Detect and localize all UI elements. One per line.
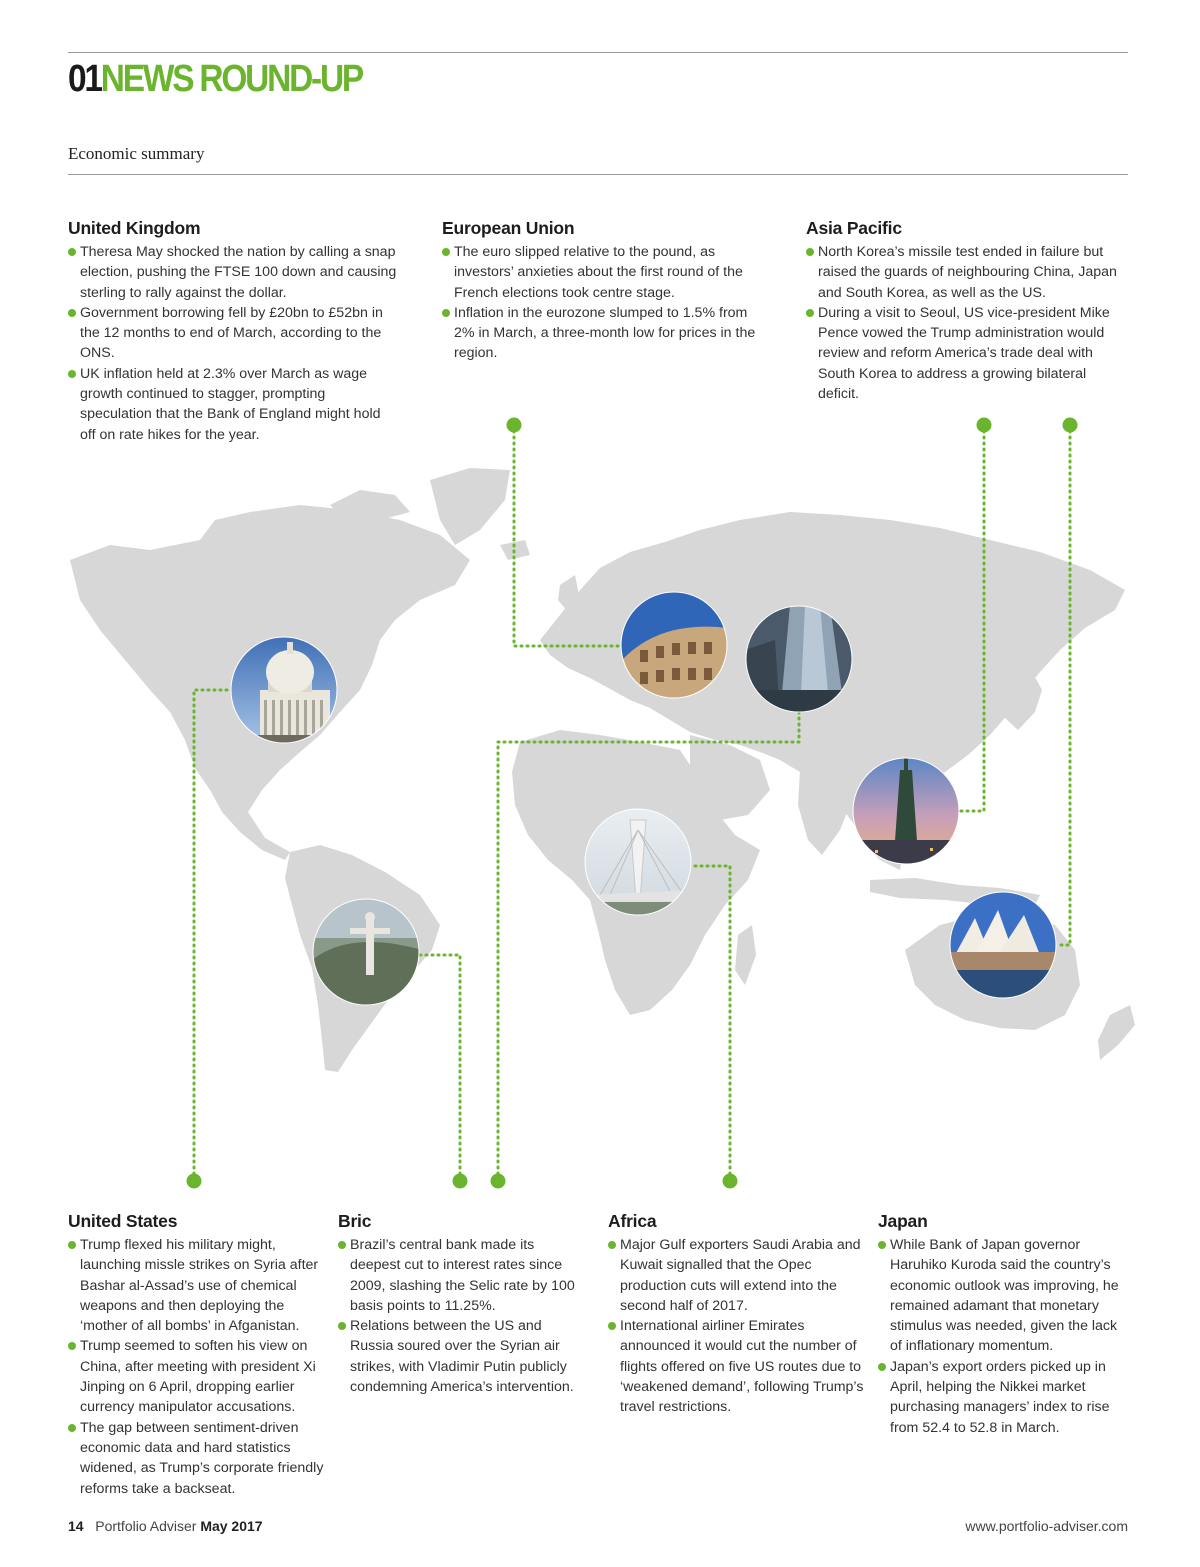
region-bric <box>338 1211 588 1397</box>
bullet-item: Relations between the US and Russia soured over the Syrian air strikes, with Vladimir Putin publicly condemning America’s intervention. <box>338 1316 588 1397</box>
dot-africa <box>723 1174 738 1189</box>
region-heading: Japan <box>878 1211 928 1231</box>
connector-australia <box>1057 425 1070 945</box>
section-number: 01 <box>68 58 101 100</box>
greenland-shape <box>430 468 510 545</box>
region-asia-pacific <box>806 218 1128 404</box>
bullet-item: The gap between sentiment-driven economic data and hard statistics widened, as Trump’s corporate friendly reforms take a backseat. <box>68 1418 324 1499</box>
bullet-item: Japan’s export orders picked up in April, helping the Nikkei market purchasing managers’ index to rise from 52.4 to 52.8 in March. <box>878 1357 1130 1438</box>
footer-url[interactable]: www.portfolio-adviser.com <box>965 1518 1128 1534</box>
issue-date: May 2017 <box>200 1518 263 1534</box>
bullet-item: The euro slipped relative to the pound, as investors’ anxieties about the first round of the French elections took centre stage. <box>442 242 762 303</box>
bullet-item: North Korea’s missile test ended in failure but raised the guards of neighbouring China, Japan and South Korea, as well as the US. <box>806 242 1128 303</box>
dot-russia <box>491 1174 506 1189</box>
new-zealand-shape <box>1098 1005 1135 1060</box>
dot-brazil <box>453 1174 468 1189</box>
bullet-item: Government borrowing fell by £20bn to £52bn in the 12 months to end of March, according to the ONS. <box>68 303 398 364</box>
dot-australia <box>1063 418 1078 433</box>
region-heading: Asia Pacific <box>806 218 902 238</box>
bullet-item: During a visit to Seoul, US vice-president Mike Pence vowed the Trump administration would review and reform America’s trade deal with South Korea to address a growing bilateral deficit. <box>806 303 1128 404</box>
section-title: NEWS ROUND-UP <box>100 58 363 100</box>
connector-brazil <box>420 955 460 1180</box>
region-heading: European Union <box>442 218 575 238</box>
bullet-item: Trump seemed to soften his view on China, after meeting with president Xi Jinping on 6 April, dropping earlier currency manipulator accusations. <box>68 1336 324 1417</box>
region-heading: Bric <box>338 1211 372 1231</box>
region-africa <box>608 1211 864 1418</box>
bullet-item: Brazil’s central bank made its deepest cut to interest rates since 2009, slashing the Selic rate by 100 basis points to 11.25%. <box>338 1235 588 1316</box>
madagascar-shape <box>735 925 756 985</box>
dot-us <box>187 1174 202 1189</box>
bullet-item: International airliner Emirates announced it would cut the number of flights offered on five US routes due to ‘weakened demand’, following Trump’s travel restrictions. <box>608 1316 864 1417</box>
region-japan <box>878 1211 1130 1438</box>
footer-left <box>68 1518 263 1534</box>
publication-name: Portfolio Adviser <box>95 1518 197 1534</box>
region-united-states <box>68 1211 324 1499</box>
region-heading: United Kingdom <box>68 218 201 238</box>
dot-eu <box>507 418 522 433</box>
bullet-item: Inflation in the eurozone slumped to 1.5% from 2% in March, a three-month low for prices in the region. <box>442 303 762 364</box>
bullet-item: Trump flexed his military might, launching missle strikes on Syria after Bashar al-Assad’s use of chemical weapons and then deploying the ‘mother of all bombs’ in Afganistan. <box>68 1235 324 1336</box>
dot-taiwan <box>977 418 992 433</box>
bullet-item: Theresa May shocked the nation by calling a snap election, pushing the FTSE 100 down and causing sterling to rally against the dollar. <box>68 242 398 303</box>
arctic-islands-shape <box>330 490 410 520</box>
region-european-union <box>442 218 762 364</box>
region-united-kingdom <box>68 218 398 445</box>
page-number: 14 <box>68 1518 84 1534</box>
region-heading: Africa <box>608 1211 657 1231</box>
page-subtitle: Economic summary <box>68 144 205 163</box>
bullet-item: Major Gulf exporters Saudi Arabia and Kuwait signalled that the Opec production cuts will extend into the second half of 2017. <box>608 1235 864 1316</box>
region-heading: United States <box>68 1211 178 1231</box>
bullet-item: While Bank of Japan governor Haruhiko Kuroda said the country’s economic outlook was improving, he remained adamant that monetary stimulus was needed, given the lack of inflationary momentum. <box>878 1235 1130 1357</box>
bullet-item: UK inflation held at 2.3% over March as wage growth continued to stagger, prompting speculation that the Bank of England might hold off on rate hikes for the year. <box>68 364 398 445</box>
